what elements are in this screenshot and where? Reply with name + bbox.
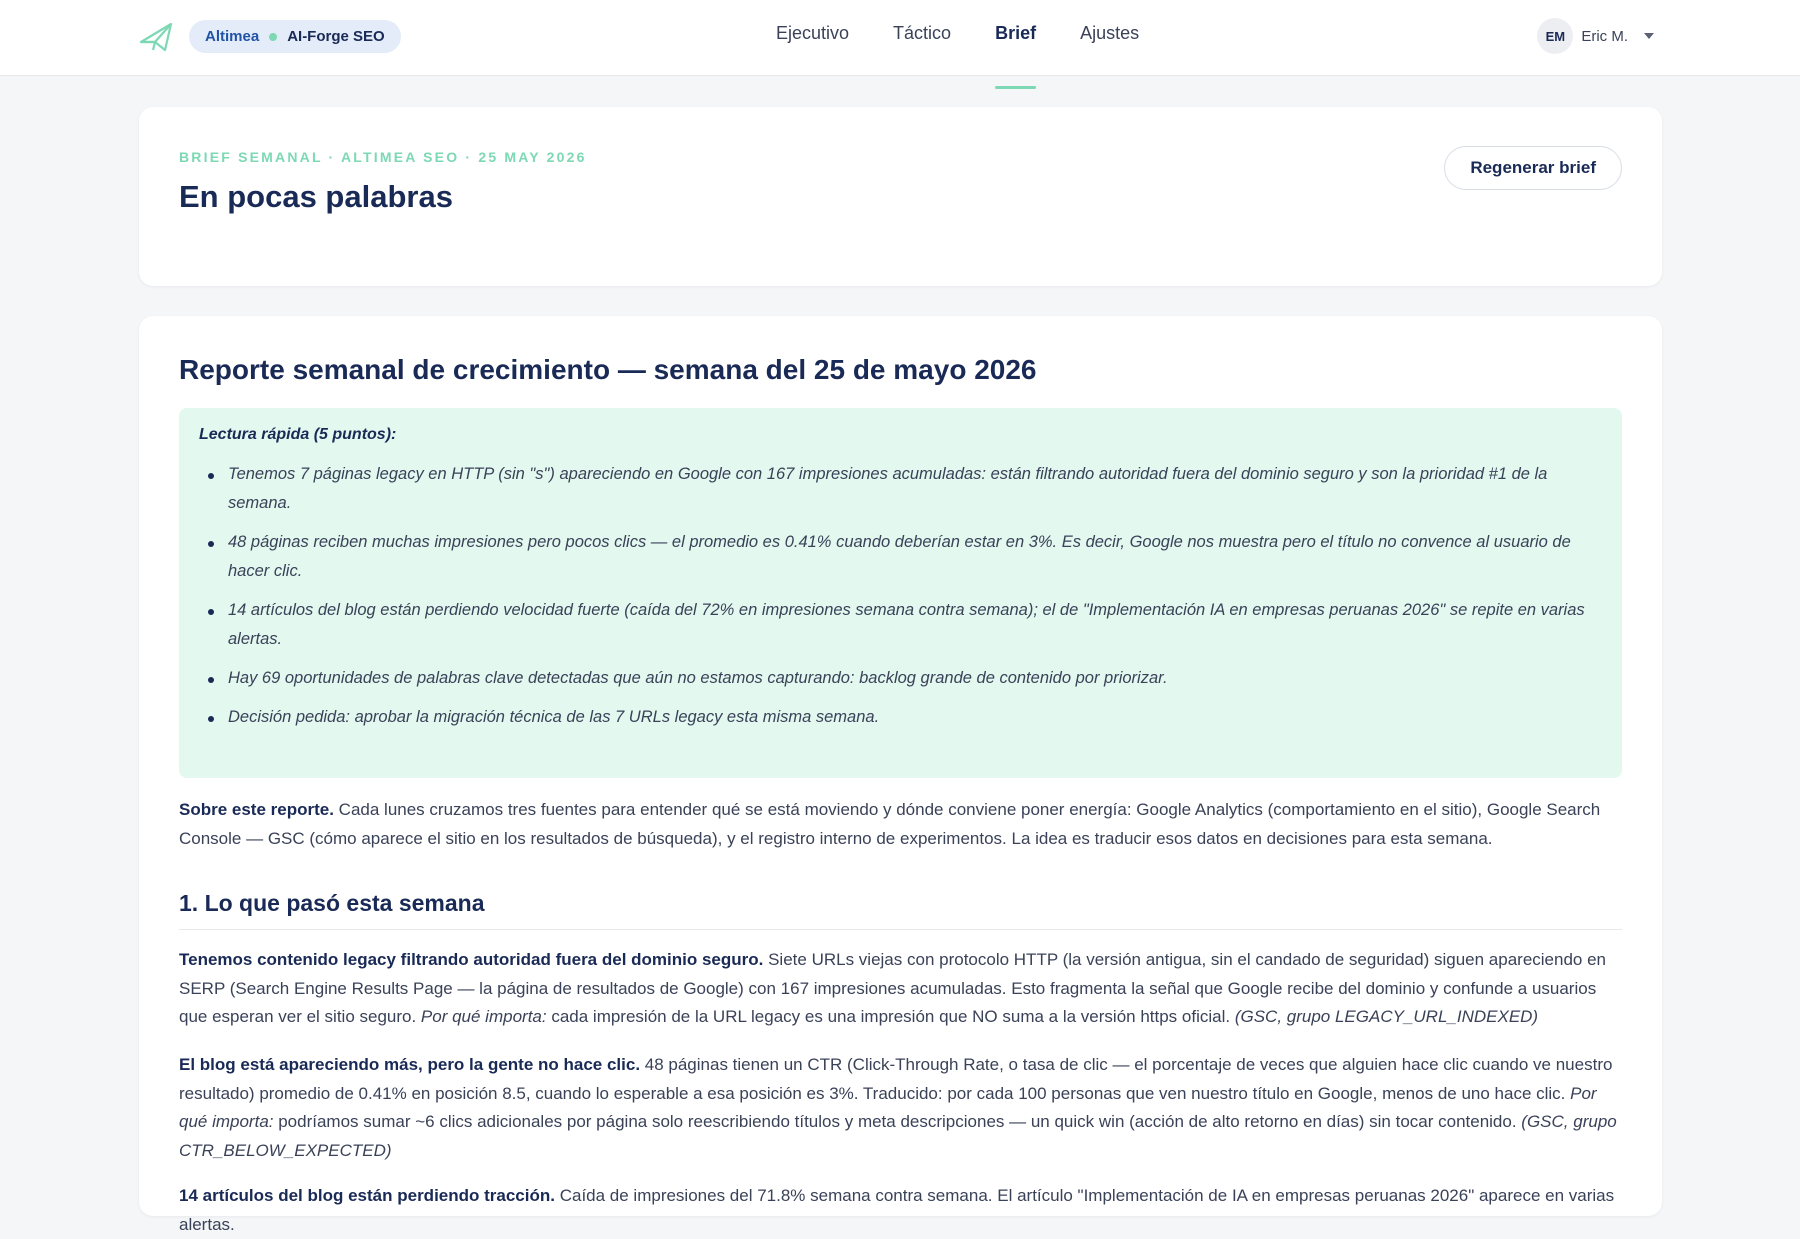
finding-paragraph	[179, 1182, 1622, 1239]
org-name: Altimea	[205, 28, 260, 45]
summary-point: Tenemos 7 páginas legacy en HTTP (sin "s") apareciendo en Google con 167 impresiones acumuladas: están filtrando autoridad fuera del dominio seguro y son la prioridad #1 de la semana.	[208, 460, 1602, 518]
workspace-badge[interactable]	[189, 20, 401, 53]
paper-plane-icon[interactable]	[139, 20, 173, 54]
avatar: EM	[1537, 18, 1573, 54]
active-tab-indicator	[995, 86, 1036, 89]
separator-dot	[269, 33, 277, 41]
section-heading: 1. Lo que pasó esta semana	[179, 890, 1622, 930]
finding-text: Siete URLs viejas con protocolo HTTP (la versión antigua, sin el candado de seguridad) siguen apareciendo en SERP (Search Engine Results Page — la página de resultados de Google) con 167 impresiones acumuladas. Esto fragmenta la señal que Google recibe del dominio y confunde a usuarios que esperan ver el sitio seguro.	[179, 950, 1607, 1026]
why-text: cada impresión de la URL legacy es una impresión que NO suma a la versión https oficial.	[546, 1007, 1235, 1026]
finding-lead: 14 artículos del blog están perdiendo tracción.	[179, 1186, 555, 1205]
why-label: Por qué importa:	[420, 1007, 547, 1026]
summary-point: 48 páginas reciben muchas impresiones pero pocos clics — el promedio es 0.41% cuando deberían estar en 3%. Es decir, Google nos muestra pero el título no convence al usuario de hacer clic.	[208, 528, 1602, 586]
about-text: Cada lunes cruzamos tres fuentes para entender qué se está moviendo y dónde conviene poner energía: Google Analytics (comportamiento en el sitio), Google Search Console — GSC (cómo aparece el sitio en los resultados de búsqueda), y el registro interno de experimentos. La idea es traducir esos datos en decisiones para esta semana.	[179, 800, 1601, 848]
brief-eyebrow: BRIEF SEMANAL · ALTIMEA SEO · 25 MAY 2026	[179, 149, 587, 165]
main-nav	[776, 20, 1139, 46]
summary-point: Decisión pedida: aprobar la migración técnica de las 7 URLs legacy esta misma semana.	[208, 703, 1602, 732]
about-report-paragraph	[179, 796, 1622, 853]
why-label: Por qué importa:	[179, 1083, 1597, 1131]
regenerate-brief-button[interactable]: Regenerar brief	[1444, 146, 1622, 190]
tab-tactico[interactable]: Táctico	[893, 23, 952, 43]
tab-brief-label: Brief	[995, 23, 1037, 43]
summary-point: 14 artículos del blog están perdiendo velocidad fuerte (caída del 72% en impresiones semana contra semana); el de "Implementación IA en empresas peruanas 2026" se repite en varias alertas.	[208, 596, 1602, 654]
finding-paragraph	[179, 946, 1622, 1032]
report-title: Reporte semanal de crecimiento — semana del 25 de mayo 2026	[179, 354, 1037, 385]
finding-paragraph	[179, 1051, 1622, 1165]
report-card	[139, 316, 1662, 1234]
brief-header-card	[139, 107, 1662, 286]
top-navigation-bar	[0, 0, 1800, 76]
finding-text: 48 páginas tienen un CTR (Click-Through Rate, o tasa de clic — el porcentaje de veces que alguien hace clic cuando ve nuestro resultado) promedio de 0.41% en posición 8.5, cuando lo esperable a esa posición es 3%. Traducido: por cada 100 personas que ven nuestro título en Google, menos de uno hace clic.	[179, 1055, 1613, 1103]
user-name: Eric M.	[1581, 27, 1628, 45]
source-note: (GSC, grupo LEGACY_URL_INDEXED)	[1234, 1007, 1539, 1026]
tab-brief[interactable]	[995, 20, 1036, 46]
tab-ajustes[interactable]: Ajustes	[1080, 23, 1140, 43]
quick-read-summary	[179, 408, 1622, 778]
summary-list	[199, 460, 1602, 732]
tab-ejecutivo[interactable]: Ejecutivo	[776, 23, 850, 43]
about-lead: Sobre este reporte.	[179, 800, 334, 819]
finding-lead: Tenemos contenido legacy filtrando autoridad fuera del dominio seguro.	[179, 950, 764, 969]
summary-point: Hay 69 oportunidades de palabras clave detectadas que aún no estamos capturando: backlog grande de contenido por priorizar.	[208, 664, 1602, 693]
finding-text: Caída de impresiones del 71.8% semana contra semana. El artículo "Implementación de IA en empresas peruanas 2026" aparece en varias alertas.	[179, 1186, 1615, 1234]
product-name: AI-Forge SEO	[287, 28, 385, 45]
source-note: (GSC, grupo CTR_BELOW_EXPECTED)	[179, 1112, 1617, 1160]
user-menu[interactable]	[1537, 18, 1654, 54]
chevron-down-icon[interactable]	[1644, 33, 1654, 39]
why-text: podríamos sumar ~6 clics adicionales por página solo reescribiendo títulos y meta descripciones — un quick win (acción de alto retorno en días) sin tocar contenido.	[273, 1112, 1522, 1131]
summary-title: Lectura rápida (5 puntos):	[199, 426, 397, 443]
page-title: En pocas palabras	[179, 179, 453, 214]
finding-lead: El blog está apareciendo más, pero la gente no hace clic.	[179, 1055, 641, 1074]
